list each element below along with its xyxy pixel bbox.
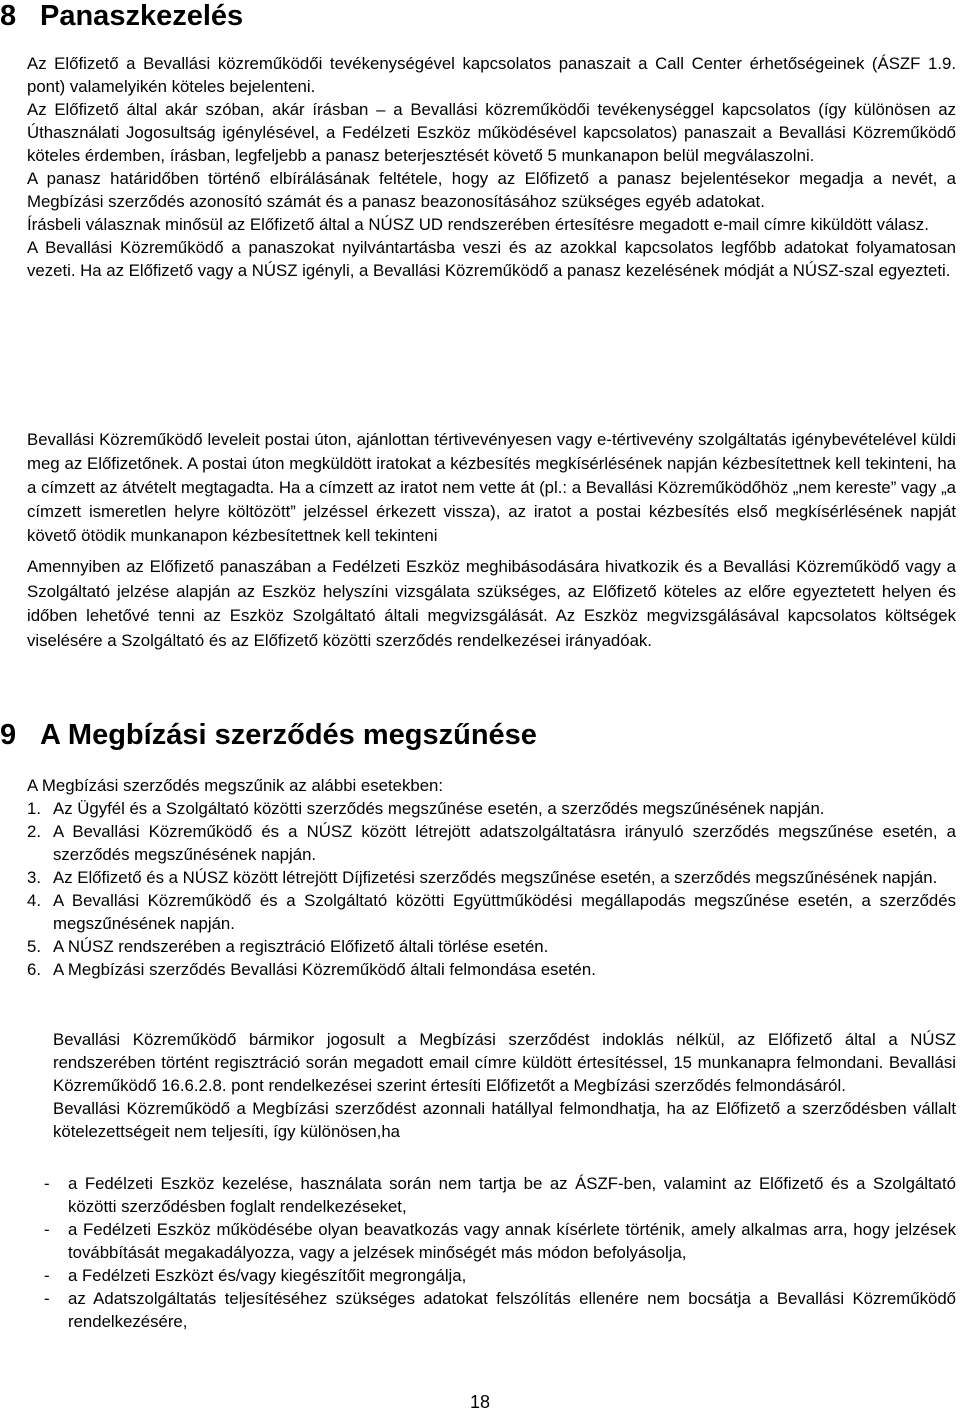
section-number: 9 <box>0 719 17 751</box>
paragraph: Az Előfizető által akár szóban, akár írásban – a Bevallási közreműködői tevékenységgel kapcsolatos (így különösen az Úthasználati Jogosultság igénylésével, a Fedélzeti Eszköz működésével kapcsolatos) panaszait a Bevallási Közreműködő köteles érdemben, írásban, legfeljebb a panasz beterjesztését követő 5 munkanapon belül megválaszolni. <box>27 100 956 165</box>
list-item <box>27 820 956 866</box>
item-number: 3. <box>27 868 41 887</box>
item-text: A Bevallási Közreműködő és a Szolgáltató közötti Együttműködési megállapodás megszűnése esetén, a szerződés megszűnésének napján. <box>53 891 956 933</box>
item-number: 6. <box>27 960 41 979</box>
item-number: 5. <box>27 937 41 956</box>
paragraph: Bevallási Közreműködő leveleit postai úton, ajánlottan tértivevényesen vagy e-tértivevény szolgáltatás igénybevételével küldi meg az Előfizetőnek. A postai úton megküldött iratokat a kézbesítés megkísérlésének napján kézbesítettnek kell tekinteni, ha a címzett az átvételt megtagadta. Ha a címzett az iratot nem vette át (pl.: a Bevallási Közreműködőhöz „nem kereste” vagy „a címzett ismeretlen helyre költözött” jelzéssel érkezett vissza), az iratot a postai kézbesítés első megkísérlésének napját követő ötödik munkanapon kézbesítettnek kell tekinteni <box>27 430 956 545</box>
item-text: Az Előfizető és a NÚSZ között létrejött Díjfizetési szerződés megszűnése esetén, a szerződés megszűnésének napján. <box>53 868 938 887</box>
item-number: 1. <box>27 799 41 818</box>
section-number: 8 <box>0 0 17 32</box>
item-number: 4. <box>27 891 41 910</box>
dash-item <box>40 1172 956 1218</box>
dash-item <box>40 1287 956 1333</box>
list-item <box>27 866 956 889</box>
list-item <box>27 797 956 820</box>
list-item <box>27 889 956 935</box>
section-8-body <box>27 52 956 282</box>
section-9-intro <box>27 774 956 797</box>
paragraph: Az Előfizető a Bevallási közreműködői tevékenységével kapcsolatos panaszait a Call Center érhetőségeinek (ÁSZF 1.9. pont) valamelyikén köteles bejelenteni. <box>27 54 956 96</box>
paragraph: A Bevallási Közreműködő a panaszokat nyilvántartásba veszi és az azokkal kapcsolatos legfőbb adatokat folyamatosan vezeti. Ha az Előfizető vagy a NÚSZ igényli, a Bevallási Közreműködő a panasz kezelésének módját a NÚSZ-szal egyezteti. <box>27 238 956 280</box>
paragraph: Bevallási Közreműködő bármikor jogosult a Megbízási szerződést indoklás nélkül, az Előfizető által a NÚSZ rendszerében történt regisztráció során megadott email címre küldött értesítéssel, 15 munkanapra felmondani. Bevallási Közreműködő 16.6.2.8. pont rendelkezései szerint értesíti Előfizetőt a Megbízási szerződés felmondásáról. <box>53 1030 956 1095</box>
item-text: A NÚSZ rendszerében a regisztráció Előfizető általi törlése esetén. <box>53 937 549 956</box>
section-title: A Megbízási szerződés megszűnése <box>40 719 537 751</box>
list-item <box>27 935 956 958</box>
paragraph: Írásbeli válasznak minősül az Előfizető által a NÚSZ UD rendszerében értesítésre megadott e-mail címre kiküldött válasz. <box>27 215 929 234</box>
item-text: Az Ügyfél és a Szolgáltató közötti szerződés megszűnése esetén, a szerződés megszűnésének napján. <box>53 799 825 818</box>
section-9-heading <box>0 719 537 751</box>
paragraph: A panasz határidőben történő elbírálásának feltétele, hogy az Előfizető a panasz bejelentésekor megadja a nevét, a Megbízási szerződés azonosító számát és a panasz beazonosításához szükséges egyéb adatokat. <box>27 169 956 211</box>
list-item <box>27 958 956 981</box>
section-title: Panaszkezelés <box>40 0 244 32</box>
dash-item-text: a Fedélzeti Eszköz működésébe olyan beavatkozás vagy annak kísérlete történik, amely alkalmas arra, hogy jelzések továbbítását megakadályozza, vagy a jelzések minőségét más módon befolyásolja, <box>68 1220 956 1262</box>
dash-item <box>40 1218 956 1264</box>
dash-bullet: - <box>44 1220 50 1239</box>
paragraph: Amennyiben az Előfizető panaszában a Fedélzeti Eszköz meghibásodására hivatkozik és a Bevallási Közreműködő vagy a Szolgáltató jelzése alapján az Eszköz helyszíni vizsgálata szükséges, az Előfizető köteles az előre egyeztetett helyen és időben lehetővé tenni az Eszköz Szolgáltató általi megvizsgálását. Az Eszköz megvizsgálásával kapcsolatos költségek viselésére a Szolgáltató és az Előfizető közötti szerződés rendelkezései irányadóak. <box>27 557 956 650</box>
termination-details <box>53 1028 956 1143</box>
postal-paragraph <box>27 428 956 548</box>
item-text: A Bevallási Közreműködő és a NÚSZ között létrejött adatszolgáltatásra irányuló szerződés megszűnése esetén, a szerződés megszűnésének napján. <box>53 822 956 864</box>
dash-item <box>40 1264 956 1287</box>
page-number: 18 <box>469 1392 491 1412</box>
section-8-heading <box>0 0 243 32</box>
dash-bullet: - <box>44 1266 50 1285</box>
termination-list <box>27 797 956 981</box>
device-paragraph <box>27 555 956 653</box>
dash-bullet: - <box>44 1174 50 1193</box>
dash-item-text: a Fedélzeti Eszköz kezelése, használata során nem tartja be az ÁSZF-ben, valamint az Előfizető és a Szolgáltató közötti szerződésben foglalt rendelkezéseket, <box>68 1174 956 1216</box>
item-number: 2. <box>27 822 41 841</box>
dash-list <box>40 1172 956 1333</box>
paragraph: Bevallási Közreműködő a Megbízási szerződést azonnali hatállyal felmondhatja, ha az Előfizető a szerződésben vállalt kötelezettségeit nem teljesíti, így különösen,ha <box>53 1099 956 1141</box>
dash-item-text: a Fedélzeti Eszközt és/vagy kiegészítőit megrongálja, <box>68 1266 467 1285</box>
dash-item-text: az Adatszolgáltatás teljesítéséhez szükséges adatokat felszólítás ellenére nem bocsátja a Bevallási Közreműködő rendelkezésére, <box>68 1289 956 1331</box>
paragraph: A Megbízási szerződés megszűnik az alábbi esetekben: <box>27 776 444 795</box>
dash-bullet: - <box>44 1289 50 1308</box>
item-text: A Megbízási szerződés Bevallási Közreműködő általi felmondása esetén. <box>53 960 596 979</box>
